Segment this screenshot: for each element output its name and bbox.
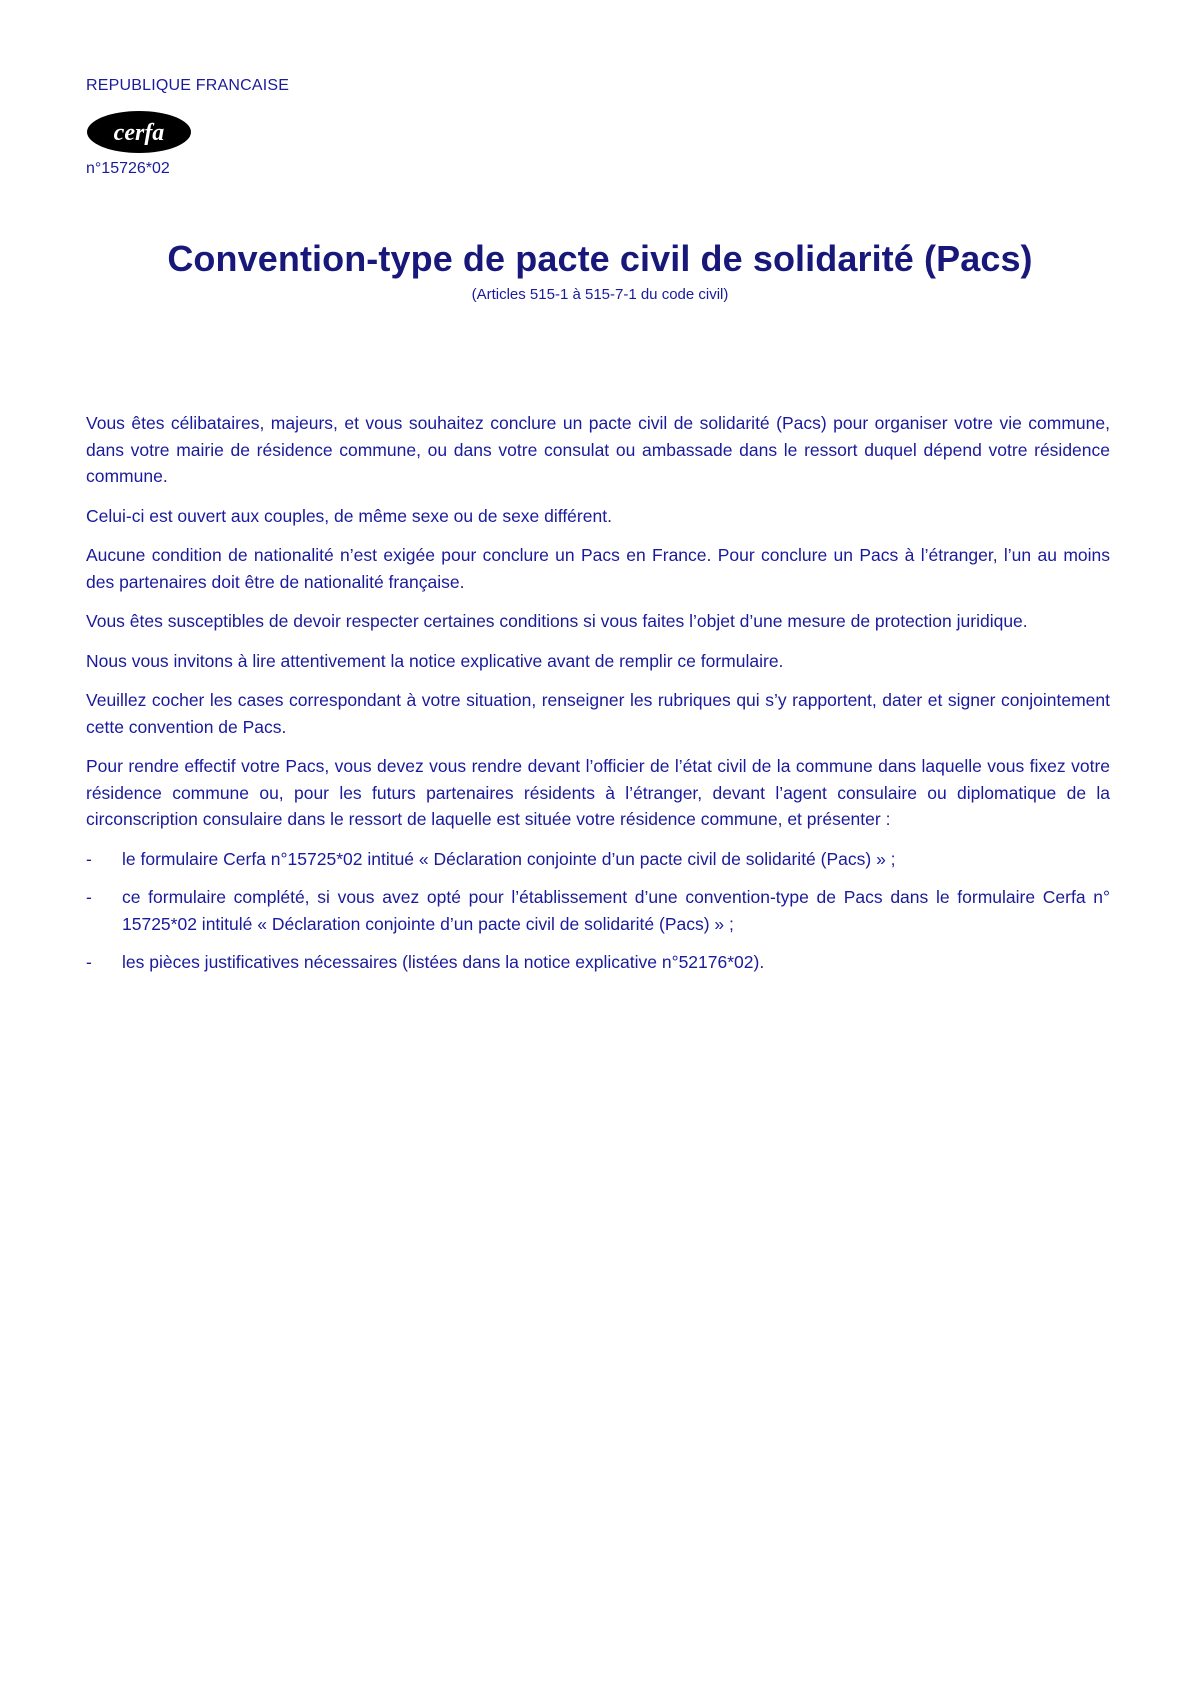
required-documents-list: [86, 846, 1110, 976]
paragraph-nationality: Aucune condition de nationalité n’est exigée pour conclure un Pacs en France. Pour conclure un Pacs à l’étranger, l’un au moins des partenaires doit être de nationalité française.: [86, 545, 1110, 592]
paragraph-procedure: Pour rendre effectif votre Pacs, vous devez vous rendre devant l’officier de l’état civil de la commune dans laquelle vous fixez votre résidence commune ou, pour les futurs partenaires résidents à l’étranger, devant l’agent consulaire ou diplomatique de la circonscription consulaire dans le ressort de laquelle est située votre résidence commune, et présenter :: [86, 756, 1110, 829]
paragraph-protection: Vous êtes susceptibles de devoir respecter certaines conditions si vous faites l’objet d’une mesure de protection juridique.: [86, 611, 1028, 631]
paragraph-couples: Celui-ci est ouvert aux couples, de même sexe ou de sexe différent.: [86, 505, 612, 526]
paragraph-intro: Vous êtes célibataires, majeurs, et vous souhaitez conclure un pacte civil de solidarité (Pacs) pour organiser votre vie commune, dans votre mairie de résidence commune, ou dans votre consulat ou ambassade dans le ressort duquel dépend votre résidence commune.: [86, 413, 1110, 486]
republic-label: REPUBLIQUE FRANCAISE: [86, 77, 290, 94]
list-marker: -: [86, 952, 92, 972]
list-item: [86, 949, 1110, 976]
list-item-text: ce formulaire complété, si vous avez opté pour l’établissement d’une convention-type de Pacs dans le formulaire Cerfa n° 15725*02 intitulé « Déclaration conjointe d’un pacte civil de solidarité (Pacs) » ;: [122, 887, 1110, 934]
list-item-text: les pièces justificatives nécessaires (listées dans la notice explicative n°52176*02).: [122, 952, 765, 972]
paragraph-instructions: Veuillez cocher les cases correspondant à votre situation, renseigner les rubriques qui s’y rapportent, dater et signer conjointement cette convention de Pacs.: [86, 690, 1110, 737]
list-item: [86, 846, 1110, 873]
list-item: [86, 884, 1110, 937]
list-marker: -: [86, 848, 92, 869]
list-item-text: le formulaire Cerfa n°15725*02 intitué « Déclaration conjointe d’un pacte civil de solidarité (Pacs) » ;: [122, 848, 896, 869]
paragraph-notice: Nous vous invitons à lire attentivement la notice explicative avant de remplir ce formulaire.: [86, 650, 784, 671]
form-number: n°15726*02: [86, 160, 170, 177]
body-content: [86, 410, 1110, 988]
page-subtitle: (Articles 515-1 à 515-7-1 du code civil): [471, 286, 729, 303]
list-marker: -: [86, 887, 92, 907]
cerfa-logo: [86, 110, 192, 154]
svg-text:cerfa: cerfa: [113, 120, 165, 146]
page-title: Convention-type de pacte civil de solidarité (Pacs): [167, 238, 1033, 279]
